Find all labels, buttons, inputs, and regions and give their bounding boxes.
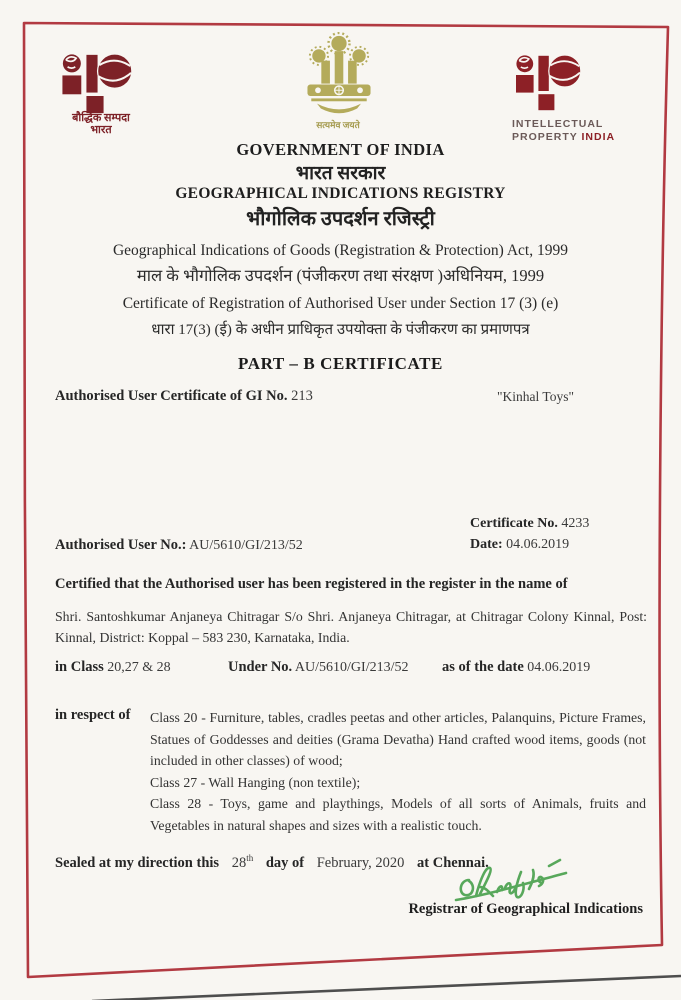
certified-statement: Certified that the Authorised user has been registered in the register in the name of <box>55 576 568 592</box>
logo-right-line2: PROPERTY INDIA <box>512 131 616 143</box>
logo-right-india: INDIA <box>581 131 616 143</box>
certificate-number-line <box>470 513 589 534</box>
registrar-title: Registrar of Geographical Indications <box>408 901 643 917</box>
class-20-description: Class 20 - Furniture, tables, cradles peetas and other articles, Palanquins, Picture Frames, Statues of Goddesses and deities (Grama Devatha) Hand crafted wood items, goods (not included in other classes) of wood; <box>150 710 646 768</box>
logo-left-line2: भारत <box>90 124 112 136</box>
certificate-line-hindi: धारा 17(3) (ई) के अधीन प्राधिकृत उपयोक्ता के पंजीकरण का प्रमाणपत्र <box>151 322 530 338</box>
authorised-user-number-label: Authorised User No.: <box>55 537 187 553</box>
ashoka-emblem-icon <box>296 32 382 118</box>
gi-number-value: 213 <box>291 388 313 404</box>
certificate-date-line <box>470 534 589 555</box>
sealed-statement <box>55 853 489 872</box>
certificate-number-value: 4233 <box>561 516 590 531</box>
in-class <box>55 659 171 676</box>
class-row <box>55 659 645 679</box>
in-class-label: in Class <box>55 659 104 675</box>
part-b-title: PART – B CERTIFICATE <box>238 354 443 373</box>
gi-number-label: Authorised User Certificate of GI No. <box>55 388 288 404</box>
emblem-motto: सत्यमेव जयते <box>316 120 360 130</box>
page-edge-line <box>92 976 681 1000</box>
ip-india-logo-left <box>58 54 144 114</box>
authorised-user-number-value: AU/5610/GI/213/52 <box>189 538 303 553</box>
class-28-description: Class 28 - Toys, game and playthings, Models of all sorts of Animals, fruits and Vegetables in natural shapes and sizes with a realistic touch. <box>150 796 646 833</box>
ip-india-logo-left-caption <box>46 112 156 136</box>
in-respect-of-body <box>150 707 646 836</box>
under-no <box>228 659 408 676</box>
sealed-day: 28th <box>231 853 254 871</box>
as-of-date-value: 04.06.2019 <box>527 660 591 675</box>
certificate-number-label: Certificate No. <box>470 516 558 531</box>
gi-number-row <box>55 388 313 405</box>
authorised-user-number-row <box>55 537 303 554</box>
ip-india-logo-right <box>512 52 592 114</box>
certificate-line: Certificate of Registration of Authorised User under Section 17 (3) (e) <box>122 295 559 312</box>
title-government-hindi: भारत सरकार <box>295 163 386 184</box>
act-line: Geographical Indications of Goods (Registration & Protection) Act, 1999 <box>112 242 568 259</box>
holder-name-address: Shri. Santoshkumar Anjaneya Chitragar S/o Shri. Anjaneya Chitragar, at Chitragar Colony Kinnal, Post: Kinnal, District: Koppal – 583 230, Karnataka, India. <box>55 609 647 645</box>
logo-right-line1: INTELLECTUAL <box>512 118 604 130</box>
title-gi-registry-hindi: भौगोलिक उपदर्शन रजिस्ट्री <box>246 208 435 230</box>
in-class-value: 20,27 & 28 <box>107 660 171 675</box>
class-27-description: Class 27 - Wall Hanging (non textile); <box>150 774 361 790</box>
title-gi-registry: GEOGRAPHICAL INDICATIONS REGISTRY <box>175 185 506 202</box>
in-respect-of-label: in respect of <box>55 707 131 723</box>
sealed-day-suffix: th <box>246 853 254 863</box>
sealed-date: February, 2020 <box>316 854 405 871</box>
logo-left-line1: बौद्धिक सम्पदा <box>72 112 130 124</box>
sealed-text-1: Sealed at my direction this <box>55 854 220 871</box>
as-of-date-label: as of the date <box>442 659 524 675</box>
under-no-value: AU/5610/GI/213/52 <box>294 660 409 675</box>
as-of-date <box>442 659 590 676</box>
title-government-of-india: GOVERNMENT OF INDIA <box>236 140 445 159</box>
act-line-hindi: माल के भौगोलिक उपदर्शन (पंजीकरण तथा संरक्षण )अधिनियम, 1999 <box>136 266 545 285</box>
certificate-date-label: Date: <box>470 537 503 552</box>
certificate-date-value: 04.06.2019 <box>506 537 570 552</box>
under-no-label: Under No. <box>228 659 293 675</box>
sealed-text-2: day of <box>265 854 305 871</box>
sealed-text-3: at Chennai. <box>417 854 489 871</box>
gi-name: "Kinhal Toys" <box>497 389 574 404</box>
certificate-number-block <box>470 513 589 555</box>
